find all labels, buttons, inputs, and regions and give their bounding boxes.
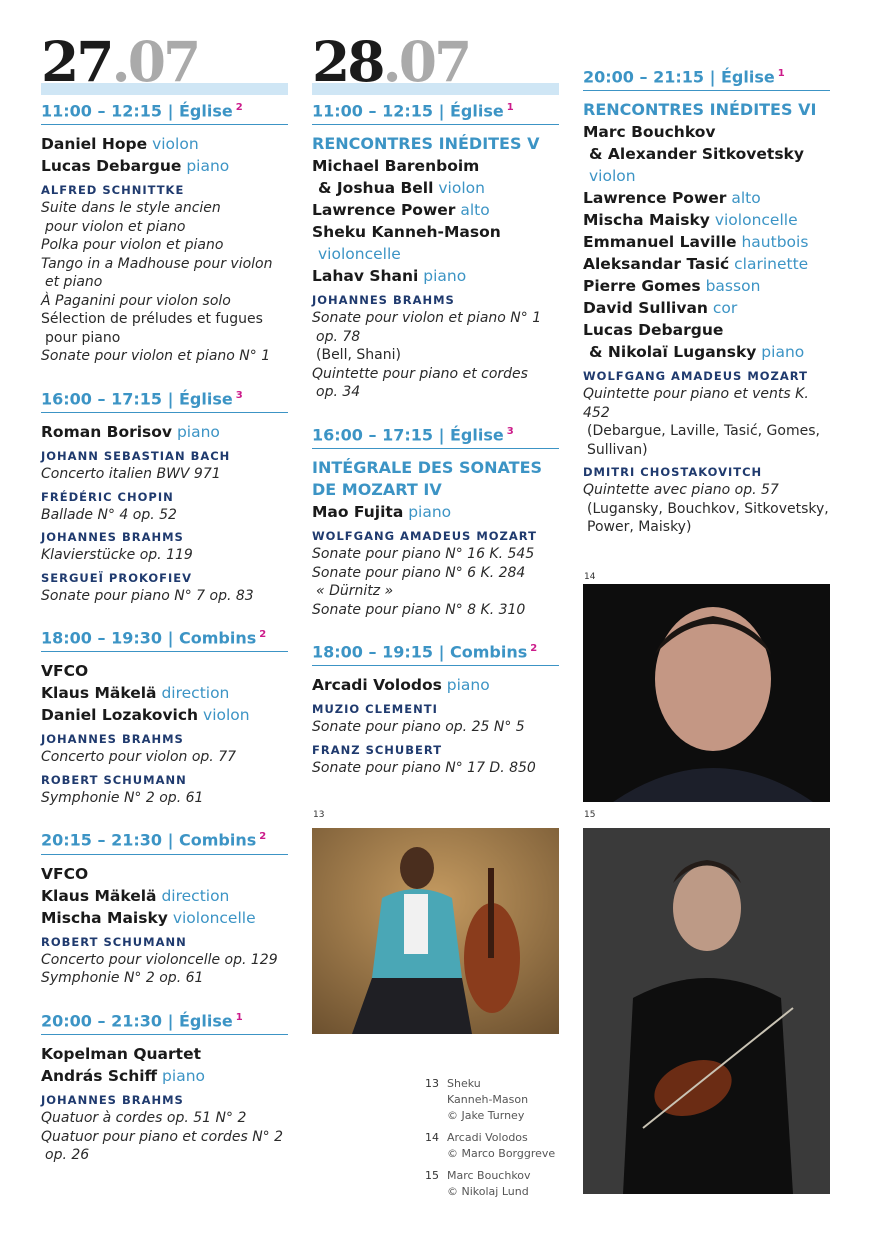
venue-number: 2 — [235, 102, 243, 113]
event-time-text: 20:00 – 21:15 | Église — [583, 67, 775, 87]
composer: FRÉDÉRIC CHOPIN — [41, 489, 174, 504]
concert-event — [312, 639, 559, 777]
work-title: op. 26 — [45, 1147, 90, 1164]
work-title: Sonate pour piano N° 8 K. 310 — [312, 601, 526, 618]
event-time-venue — [41, 98, 288, 125]
performer — [583, 341, 830, 363]
performer-instrument: violon — [589, 167, 636, 186]
work-title: (Bell, Shani) — [316, 347, 401, 364]
work-title: Quatuor pour piano et cordes N° 2 — [41, 1128, 284, 1145]
performer-name: & Alexander Sitkovetsky — [589, 145, 804, 164]
performer — [312, 221, 559, 243]
work-title: À Paganini pour violon solo — [41, 292, 231, 309]
work-title: Ballade N° 4 op. 52 — [41, 506, 177, 523]
performer-instrument: violoncelle — [318, 245, 401, 264]
work-title: et piano — [45, 274, 103, 291]
performer-instrument: piano — [408, 503, 452, 522]
event-time-text: 11:00 – 12:15 | Église — [312, 101, 504, 121]
work-title: Sonate pour piano N° 7 op. 83 — [41, 587, 254, 604]
credit-line: © Nikolaj Lund — [447, 1185, 529, 1198]
performer — [41, 1065, 288, 1087]
performer-instrument: violon — [152, 135, 199, 154]
venue-number: 2 — [259, 629, 267, 641]
event-time-venue — [312, 639, 559, 666]
performer — [583, 319, 830, 341]
composer: DMITRI CHOSTAKOVITCH — [583, 465, 763, 480]
performer-name: Pierre Gomes — [583, 277, 701, 296]
concert-series: RENCONTRES INÉDITES VI — [583, 100, 817, 120]
performer — [583, 231, 830, 253]
performer-name: David Sullivan — [583, 299, 708, 318]
work-title: Sélection de préludes et fugues — [41, 311, 263, 328]
performer — [312, 243, 559, 265]
event-time-venue — [583, 64, 830, 91]
composer: JOHANNES BRAHMS — [41, 732, 184, 747]
work-title: Tango in a Madhouse pour violon — [41, 255, 273, 272]
date-day: 27 — [41, 29, 112, 94]
performer-name: András Schiff — [41, 1067, 158, 1086]
performer-name: Kopelman Quartet — [41, 1045, 201, 1064]
performer-name: VFCO — [41, 662, 89, 681]
performer-instrument: alto — [460, 201, 490, 220]
performer — [312, 155, 559, 177]
work-title: Sonate pour piano N° 6 K. 284 — [312, 564, 526, 581]
performer-instrument: piano — [761, 343, 805, 362]
work-title: op. 78 — [316, 328, 361, 345]
event-time-text: 20:15 – 21:30 | Combins — [41, 830, 257, 850]
credit-text — [447, 1168, 531, 1200]
performer — [312, 501, 559, 523]
work-title: Suite dans le style ancien — [41, 200, 221, 217]
event-time-venue — [41, 625, 288, 652]
event-time-venue — [41, 386, 288, 413]
performer-name: Aleksandar Tasić — [583, 255, 730, 274]
venue-number: 3 — [506, 425, 514, 437]
composer: JOHANNES BRAHMS — [41, 530, 184, 545]
concert-event — [41, 98, 288, 366]
composer: ALFRED SCHNITTKE — [41, 183, 185, 198]
work-title: Sullivan) — [587, 441, 648, 458]
venue-number: 1 — [506, 102, 514, 113]
concert-event — [583, 64, 830, 537]
performer — [312, 199, 559, 221]
performer-name: & Nikolaï Lugansky — [589, 343, 757, 362]
performer-instrument: direction — [161, 886, 230, 905]
concert-event — [41, 625, 288, 807]
performer-instrument: hautbois — [741, 233, 809, 252]
performer-name: Lucas Debargue — [583, 321, 724, 340]
performer-instrument: piano — [162, 1067, 205, 1086]
credit-line: Sheku — [447, 1077, 481, 1090]
performer-name: Daniel Lozakovich — [41, 706, 199, 725]
venue-number: 1 — [235, 1011, 243, 1023]
performer-name: Arcadi Volodos — [312, 676, 442, 695]
venue-number: 1 — [777, 68, 785, 79]
work-title: Sonate pour violon et piano N° 1 — [312, 310, 542, 327]
performer-name: Roman Borisov — [41, 423, 173, 442]
performer — [41, 660, 288, 682]
composer: FRANZ SCHUBERT — [312, 742, 443, 757]
work-title: Sonate pour piano N° 17 D. 850 — [312, 759, 536, 776]
credit-number: 14 — [425, 1131, 439, 1144]
event-time-text: 18:00 – 19:30 | Combins — [41, 628, 257, 648]
performer-instrument: piano — [423, 267, 467, 286]
composer: JOHANN SEBASTIAN BACH — [41, 449, 231, 464]
work-title: Concerto italien BWV 971 — [41, 466, 221, 483]
work-title: op. 34 — [316, 384, 361, 401]
photo-number-13: 13 — [313, 810, 325, 820]
performer — [583, 143, 830, 187]
photo-marc-bouchkov — [583, 828, 830, 1194]
date-month: .07 — [111, 29, 199, 94]
work-title: « Dürnitz » — [316, 583, 394, 600]
performer-name: Lahav Shani — [312, 267, 419, 286]
concert-series: INTÉGRALE DES SONATES — [312, 458, 543, 478]
work-title: Concerto pour violoncelle op. 129 — [41, 951, 278, 968]
photo-sheku-kanneh-mason — [312, 828, 559, 1034]
credit-entry — [425, 1168, 555, 1200]
performer-name: Lawrence Power — [583, 189, 727, 208]
concert-series: RENCONTRES INÉDITES V — [312, 134, 540, 154]
event-time-venue — [41, 1008, 288, 1035]
work-title: pour violon et piano — [45, 218, 186, 235]
event-time-text: 11:00 – 12:15 | Église — [41, 101, 233, 121]
composer: JOHANNES BRAHMS — [312, 293, 455, 308]
performer-instrument: clarinette — [734, 255, 809, 274]
composer: ROBERT SCHUMANN — [41, 772, 187, 787]
venue-number: 2 — [259, 831, 267, 843]
venue-number: 3 — [235, 389, 243, 401]
credit-line: Arcadi Volodos — [447, 1131, 528, 1144]
performer — [41, 421, 288, 443]
event-time-text: 16:00 – 17:15 | Église — [41, 389, 233, 409]
date-day: 28 — [312, 29, 383, 94]
column-28-07-evening — [583, 64, 830, 557]
performer-name: Daniel Hope — [41, 135, 148, 154]
credit-line: © Marco Borggreve — [447, 1147, 556, 1160]
performer — [41, 682, 288, 704]
performer-name: Mao Fujita — [312, 503, 404, 522]
performer — [583, 275, 830, 297]
composer: JOHANNES BRAHMS — [41, 1093, 184, 1108]
performer-name: Marc Bouchkov — [583, 123, 716, 142]
date-text — [312, 28, 469, 96]
credit-text — [447, 1130, 555, 1162]
performer-instrument: piano — [186, 157, 230, 176]
credit-entry — [425, 1130, 555, 1162]
work-title: (Debargue, Laville, Tasić, Gomes, — [587, 423, 820, 440]
performer — [41, 155, 288, 177]
concert-event — [41, 827, 288, 987]
concert-series: DE MOZART IV — [312, 480, 442, 500]
photo-credits — [425, 1076, 555, 1206]
event-time-venue — [41, 827, 288, 854]
performer — [583, 253, 830, 275]
concert-event — [41, 386, 288, 605]
credit-line: © Jake Turney — [447, 1109, 525, 1122]
performer-instrument: basson — [705, 277, 761, 296]
performer — [41, 1043, 288, 1065]
event-time-text: 20:00 – 21:30 | Église — [41, 1011, 233, 1031]
work-title: Concerto pour violon op. 77 — [41, 749, 237, 766]
credit-number: 15 — [425, 1169, 439, 1182]
work-title: Quintette pour piano et vents K. 452 — [583, 386, 809, 421]
performer — [583, 209, 830, 231]
event-time-text: 18:00 – 19:15 | Combins — [312, 642, 528, 662]
work-title: Polka pour violon et piano — [41, 237, 224, 254]
event-time-venue — [312, 98, 559, 125]
performer-name: Sheku Kanneh-Mason — [312, 223, 501, 242]
performer — [41, 907, 288, 929]
date-month: .07 — [382, 29, 470, 94]
credit-line: Marc Bouchkov — [447, 1169, 531, 1182]
performer — [41, 885, 288, 907]
concert-event — [312, 98, 559, 402]
performer — [41, 133, 288, 155]
performer-instrument: piano — [176, 423, 220, 442]
work-title: Sonate pour piano op. 25 N° 5 — [312, 719, 525, 736]
credit-number: 13 — [425, 1077, 439, 1090]
concert-event — [41, 1008, 288, 1165]
performer — [41, 704, 288, 726]
credit-text — [447, 1076, 528, 1124]
performer-name: Mischa Maisky — [41, 908, 168, 927]
performer-instrument: violoncelle — [714, 211, 798, 230]
performer-name: Emmanuel Laville — [583, 233, 737, 252]
performer — [312, 177, 559, 199]
date-header — [312, 0, 559, 98]
credit-entry — [425, 1076, 555, 1124]
concert-event — [312, 422, 559, 619]
event-time-text: 16:00 – 17:15 | Église — [312, 425, 504, 445]
performer-instrument: direction — [161, 684, 230, 703]
performer-name: & Joshua Bell — [318, 179, 434, 198]
performer-name: VFCO — [41, 864, 89, 883]
work-title: Symphonie N° 2 op. 61 — [41, 789, 204, 806]
performer-name: Mischa Maisky — [583, 211, 710, 230]
photo-number-14: 14 — [584, 572, 596, 582]
work-title: Quintette avec piano op. 57 — [583, 482, 779, 499]
photo-number-15: 15 — [584, 810, 596, 820]
date-text — [41, 28, 198, 96]
composer: MUZIO CLEMENTI — [312, 702, 438, 717]
performer — [312, 674, 559, 696]
photo-arcadi-volodos — [583, 584, 830, 802]
performer-instrument: cor — [712, 299, 738, 318]
work-title: Power, Maisky) — [587, 519, 692, 536]
work-title: Sonate pour violon et piano N° 1 — [41, 348, 271, 365]
composer: WOLFGANG AMADEUS MOZART — [312, 529, 537, 544]
performer — [41, 863, 288, 885]
work-title: Quatuor à cordes op. 51 N° 2 — [41, 1110, 247, 1127]
performer-name: Klaus Mäkelä — [41, 684, 157, 703]
performer-name: Lucas Debargue — [41, 157, 182, 176]
performer-name: Lawrence Power — [312, 201, 456, 220]
performer — [583, 297, 830, 319]
composer: WOLFGANG AMADEUS MOZART — [583, 369, 808, 384]
performer — [583, 187, 830, 209]
date-header — [41, 0, 288, 98]
performer-name: Klaus Mäkelä — [41, 886, 157, 905]
performer-instrument: violon — [203, 706, 250, 725]
performer — [312, 265, 559, 287]
work-title: Quintette pour piano et cordes — [312, 365, 528, 382]
column-28-07 — [312, 0, 559, 797]
work-title: Sonate pour piano N° 16 K. 545 — [312, 546, 535, 563]
work-title: Symphonie N° 2 op. 61 — [41, 970, 204, 987]
composer: SERGUEÏ PROKOFIEV — [41, 570, 193, 585]
performer-instrument: violon — [438, 179, 485, 198]
event-time-venue — [312, 422, 559, 449]
performer-instrument: alto — [731, 189, 761, 208]
performer-name: Michael Barenboim — [312, 157, 480, 176]
performer-instrument: piano — [446, 676, 490, 695]
composer: ROBERT SCHUMANN — [41, 934, 187, 949]
performer-instrument: violoncelle — [172, 908, 256, 927]
work-title: (Lugansky, Bouchkov, Sitkovetsky, — [587, 500, 829, 517]
venue-number: 2 — [530, 643, 538, 655]
credit-line: Kanneh-Mason — [447, 1093, 529, 1106]
column-27-07 — [41, 0, 288, 1185]
work-title: Klavierstücke op. 119 — [41, 547, 193, 564]
work-title: pour piano — [45, 329, 121, 346]
performer — [583, 121, 830, 143]
